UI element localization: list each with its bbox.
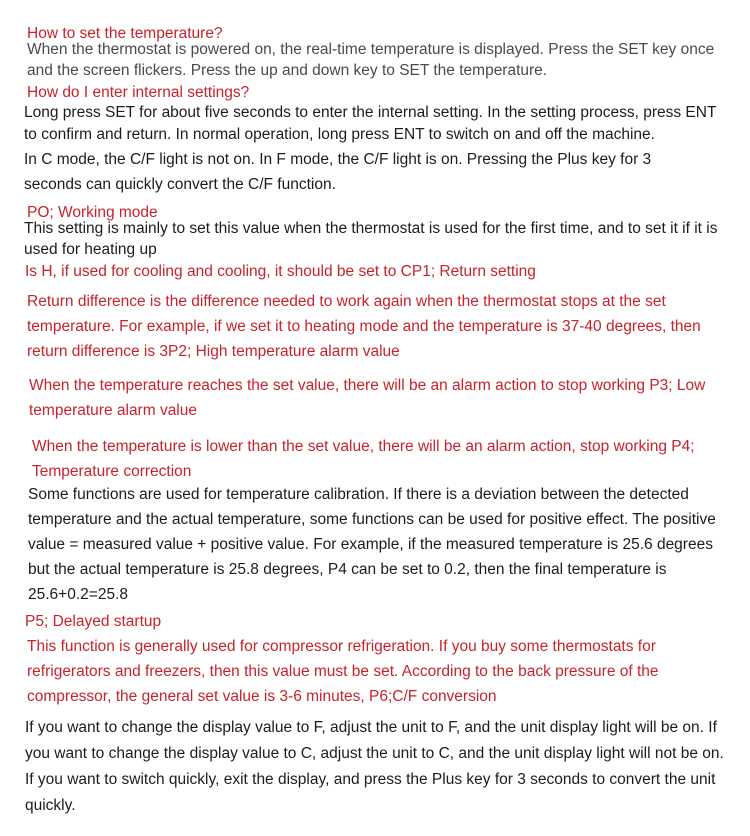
p5-delayed-startup-body: This function is generally used for compressor refrigeration. If you buy some thermostats for refrigerators and freezers, then this value must be set. According to the back pressure of the compressor, the general set value is 3-6 minutes, P6;C/F conversion xyxy=(27,638,659,705)
p3-low-alarm-body: When the temperature is lower than the set value, there will be an alarm action, stop working P4; Temperature correction xyxy=(32,438,695,480)
p0-working-mode-body: This setting is mainly to set this value when the thermostat is used for the first time, and to set it if it is used for heating up xyxy=(24,220,718,258)
p2-high-alarm-body: When the temperature reaches the set value, there will be an alarm action to stop working P3; Low temperature alarm value xyxy=(29,377,706,419)
p4-temperature-correction-body: Some functions are used for temperature calibration. If there is a deviation between the detected temperature and the actual temperature, some functions can be used for positive effect. The positive value = measured value + positive value. For example, if the measured temperature is 25.6 degrees but the actual temperature is 25.8 degrees, P4 can be set to 0.2, then the final temperature is 25.6+0.2=25.8 xyxy=(28,486,716,603)
set-temperature-heading: How to set the temperature? xyxy=(27,25,223,42)
p0-working-mode-heading: PO; Working mode xyxy=(27,204,158,221)
p5-delayed-startup-heading: P5; Delayed startup xyxy=(25,613,162,630)
internal-settings-body: Long press SET for about five seconds to enter the internal setting. In the setting process, press ENT to confirm and return. In normal operation, long press ENT to switch on and off the machine. xyxy=(24,104,717,143)
p1-return-difference-body: Return difference is the difference needed to work again when the thermostat stops at the set temperature. For example, if we set it to heating mode and the temperature is 37-40 degrees, then return difference is 3P2; High temperature alarm value xyxy=(27,293,701,360)
set-temperature-body: When the thermostat is powered on, the real-time temperature is displayed. Press the SET key once and the screen flickers. Press the up and down key to SET the temperature. xyxy=(27,41,715,79)
cf-mode-body: In C mode, the C/F light is not on. In F mode, the C/F light is on. Pressing the Plus key for 3 seconds can quickly convert the C/F function. xyxy=(24,151,652,193)
p0-cooling-note: Is H, if used for cooling and cooling, it should be set to CP1; Return setting xyxy=(25,263,536,280)
internal-settings-heading: How do I enter internal settings? xyxy=(27,84,250,101)
p6-cf-conversion-body: If you want to change the display value to F, adjust the unit to F, and the unit display light will be on. If you want to change the display value to C, adjust the unit to C, and the unit display light will not be on. If you want to switch quickly, exit the display, and press the Plus key for 3 seconds to convert the unit quickly. xyxy=(25,719,724,814)
